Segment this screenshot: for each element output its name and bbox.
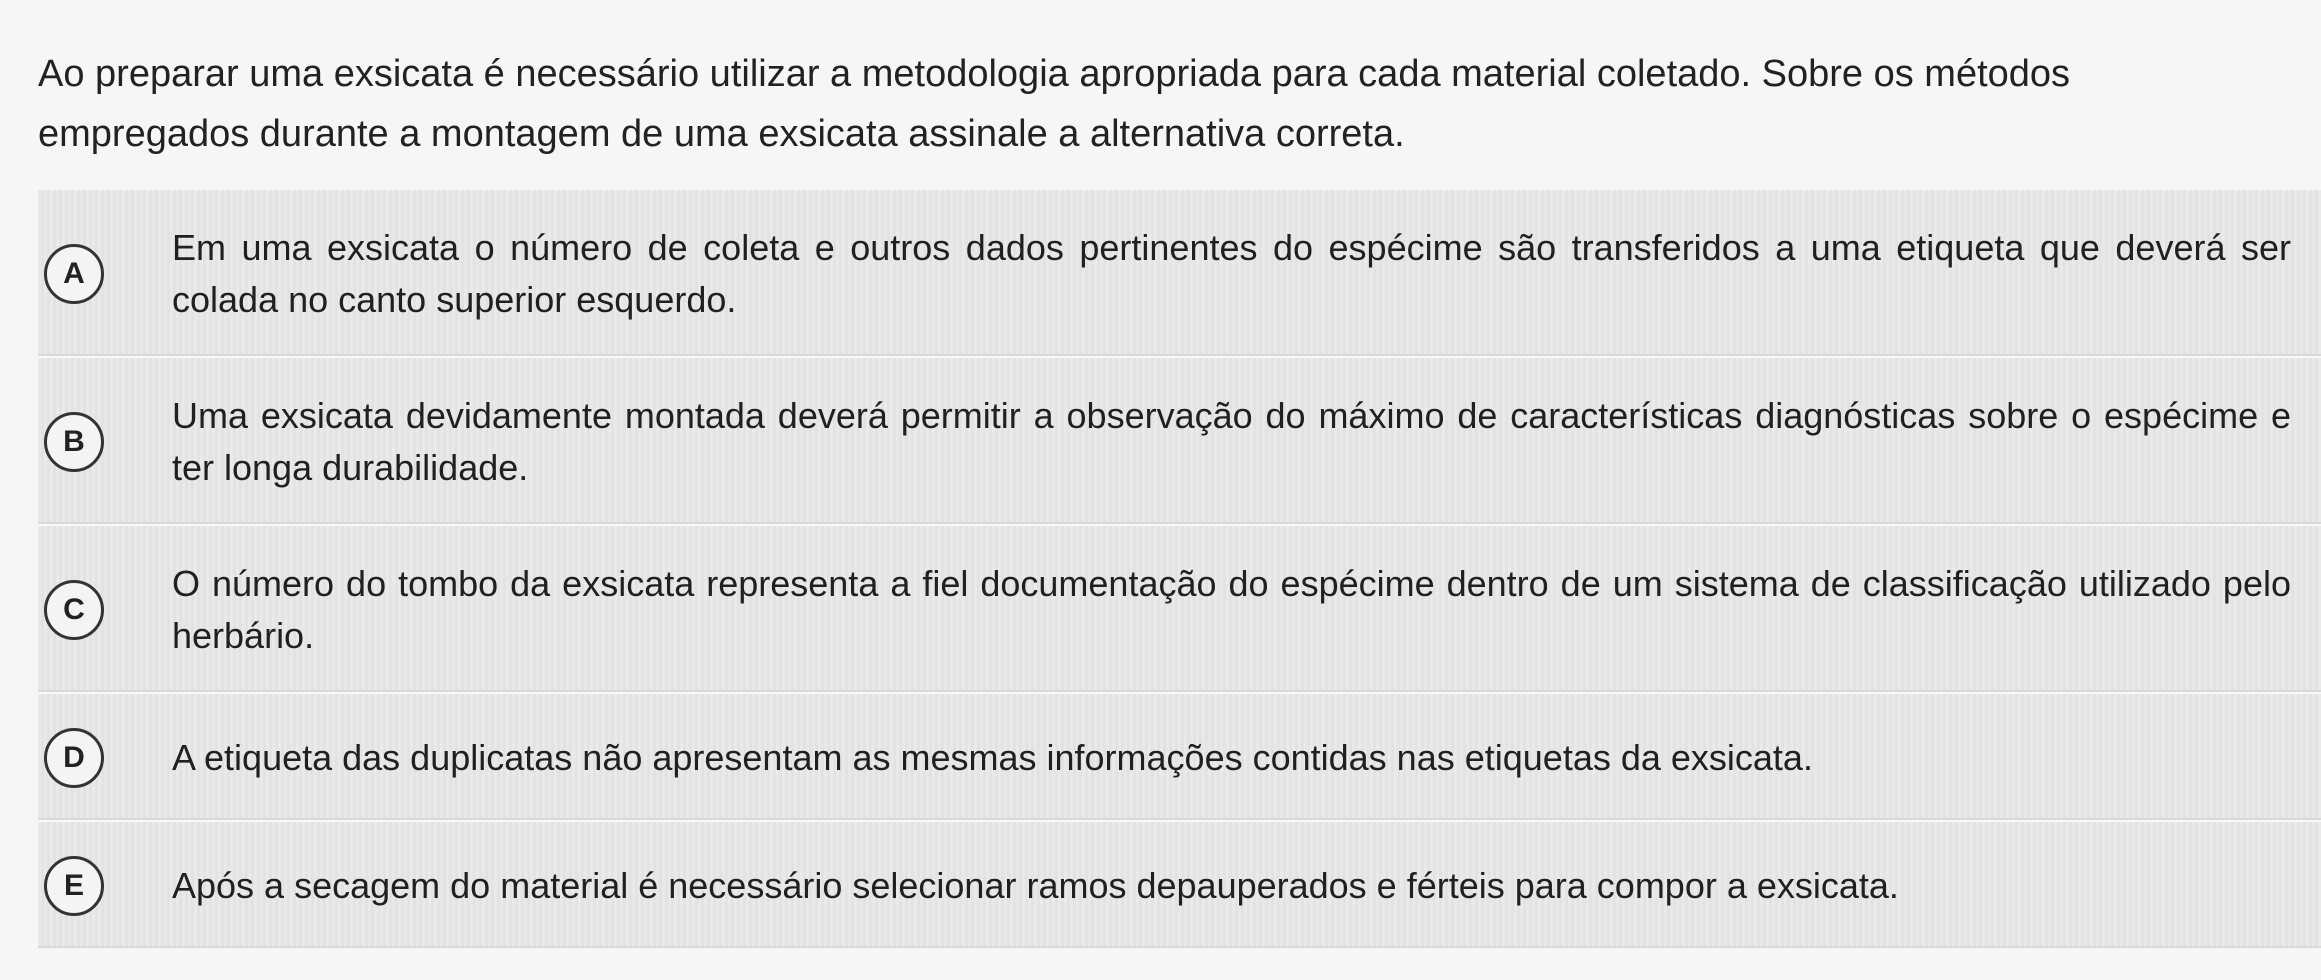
option-letter-b[interactable]: B: [44, 412, 104, 472]
option-letter-a[interactable]: A: [44, 244, 104, 304]
options-list: [38, 188, 2321, 948]
option-d[interactable]: [38, 692, 2321, 820]
option-e[interactable]: [38, 820, 2321, 948]
question-text: Ao preparar uma exsicata é necessário utilizar a metodologia apropriada para cada material coletado. Sobre os métodos empregados durante a montagem de uma exsicata assinale a alternativa correta.: [38, 53, 2071, 155]
option-c[interactable]: [38, 524, 2321, 692]
option-letter-d[interactable]: D: [44, 728, 104, 788]
option-text-b: Uma exsicata devidamente montada deverá permitir a observação do máximo de características diagnósticas sobre o espécime e ter longa durabilidade.: [172, 395, 2291, 488]
option-text-d: A etiqueta das duplicatas não apresentam as mesmas informações contidas nas etiquetas da exsicata.: [172, 737, 1813, 778]
option-b[interactable]: [38, 356, 2321, 524]
option-text-c: O número do tombo da exsicata representa a fiel documentação do espécime dentro de um sistema de classificação utilizado pelo herbário.: [172, 563, 2291, 656]
option-letter-c[interactable]: C: [44, 580, 104, 640]
option-text-e: Após a secagem do material é necessário selecionar ramos depauperados e férteis para compor a exsicata.: [172, 865, 1899, 906]
option-a[interactable]: [38, 188, 2321, 356]
option-letter-e[interactable]: E: [44, 856, 104, 916]
option-text-a: Em uma exsicata o número de coleta e outros dados pertinentes do espécime são transferidos a uma etiqueta que deverá ser colada no canto superior esquerdo.: [172, 227, 2291, 320]
